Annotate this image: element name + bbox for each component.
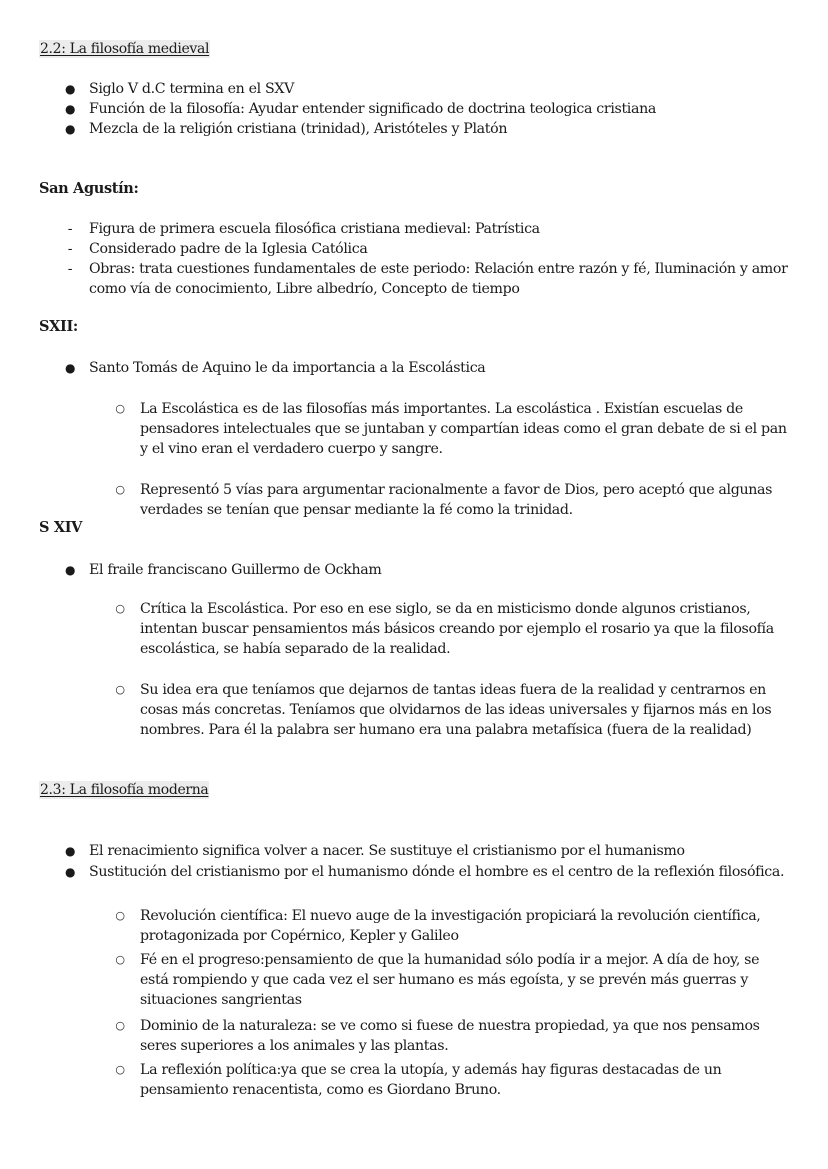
bullet-icon: ● — [64, 563, 76, 577]
circle-bullet-icon: ○ — [115, 909, 125, 922]
sub-list-item: ○ Revolución científica: El nuevo auge de la investigación propiciará la revolución científica, protagonizada por Copérnico, Kepler y Galileo — [140, 906, 788, 946]
list-item: ● Siglo V d.C termina en el SXV — [64, 81, 295, 97]
circle-bullet-icon: ○ — [115, 602, 125, 615]
dash-icon: - — [67, 261, 73, 277]
list-item: - Obras: trata cuestiones fundamentales de este periodo: Relación entre razón y fé, Iluminación y amor como vía de conocimiento, Libre albedrío, Concepto de tiempo — [89, 259, 789, 299]
circle-bullet-icon: ○ — [115, 402, 125, 415]
sub-list-item: ○ Representó 5 vías para argumentar racionalmente a favor de Dios, pero aceptó que algunas verdades se tenían que pensar mediante la fé como la trinidad. — [140, 480, 788, 520]
list-item: ● Mezcla de la religión cristiana (trinidad), Aristóteles y Platón — [64, 121, 508, 137]
dash-icon: - — [67, 221, 73, 237]
circle-bullet-icon: ○ — [115, 1063, 125, 1076]
subheading-san-agustin: San Agustín: — [39, 180, 139, 197]
sub-list-item: ○ La Escolástica es de las filosofías más importantes. La escolástica . Existían escuelas de pensadores intelectuales que se juntaban y compartían ideas como el gran debate de si el pan y el vino eran el verdadero cuerpo y sangre. — [140, 399, 788, 459]
bullet-icon: ● — [64, 122, 76, 136]
list-item: ● Función de la filosofía: Ayudar entender significado de doctrina teologica cristiana — [64, 101, 656, 117]
list-item: - Figura de primera escuela filosófica cristiana medieval: Patrística — [89, 219, 789, 239]
list-item: ● Sustitución del cristianismo por el humanismo dónde el hombre es el centro de la reflexión filosófica. — [64, 864, 785, 880]
circle-bullet-icon: ○ — [115, 683, 125, 696]
sub-list-item: ○ La reflexión política:ya que se crea la utopía, y además hay figuras destacadas de un pensamiento renacentista, como es Giordano Bruno. — [140, 1060, 788, 1100]
section-heading-medieval: 2.2: La filosofía medieval — [40, 41, 210, 57]
list-item: - Considerado padre de la Iglesia Católica — [89, 239, 789, 259]
subheading-sxiv: S XIV — [39, 519, 83, 536]
dash-icon: - — [67, 241, 73, 257]
bullet-icon: ● — [64, 844, 76, 858]
list-item: ● El fraile franciscano Guillermo de Ockham — [64, 562, 382, 578]
sub-list-item: ○ Dominio de la naturaleza: se ve como si fuese de nuestra propiedad, ya que nos pensamos seres superiores a los animales y las plantas. — [140, 1016, 788, 1056]
circle-bullet-icon: ○ — [115, 953, 125, 966]
sub-list-item: ○ Su idea era que teníamos que dejarnos de tantas ideas fuera de la realidad y centrarnos en cosas más concretas. Teníamos que olvidarnos de las ideas universales y fijarnos más en los nombres. Para él la palabra ser humano era una palabra metafísica (fuera de la realidad) — [140, 680, 790, 740]
subheading-sxii: SXII: — [39, 318, 78, 335]
bullet-icon: ● — [64, 865, 76, 879]
bullet-icon: ● — [64, 102, 76, 116]
sub-list-item: ○ Crítica la Escolástica. Por eso en ese siglo, se da en misticismo donde algunos cristianos, intentan buscar pensamientos más básicos creando por ejemplo el rosario ya que la filosofía escolástica, se había separado de la realidad. — [140, 599, 788, 659]
bullet-icon: ● — [64, 82, 76, 96]
list-item: ● Santo Tomás de Aquino le da importancia a la Escolástica — [64, 360, 486, 376]
list-item: ● El renacimiento significa volver a nacer. Se sustituye el cristianismo por el humanismo — [64, 843, 685, 859]
sub-list-item: ○ Fé en el progreso:pensamiento de que la humanidad sólo podía ir a mejor. A día de hoy, se está rompiendo y que cada vez el ser humano es más egoísta, y se prevén más guerras y situaciones sangrientas — [140, 950, 788, 1010]
section-heading-moderna: 2.3: La filosofía moderna — [40, 782, 209, 798]
circle-bullet-icon: ○ — [115, 1019, 125, 1032]
bullet-icon: ● — [64, 361, 76, 375]
circle-bullet-icon: ○ — [115, 483, 125, 496]
